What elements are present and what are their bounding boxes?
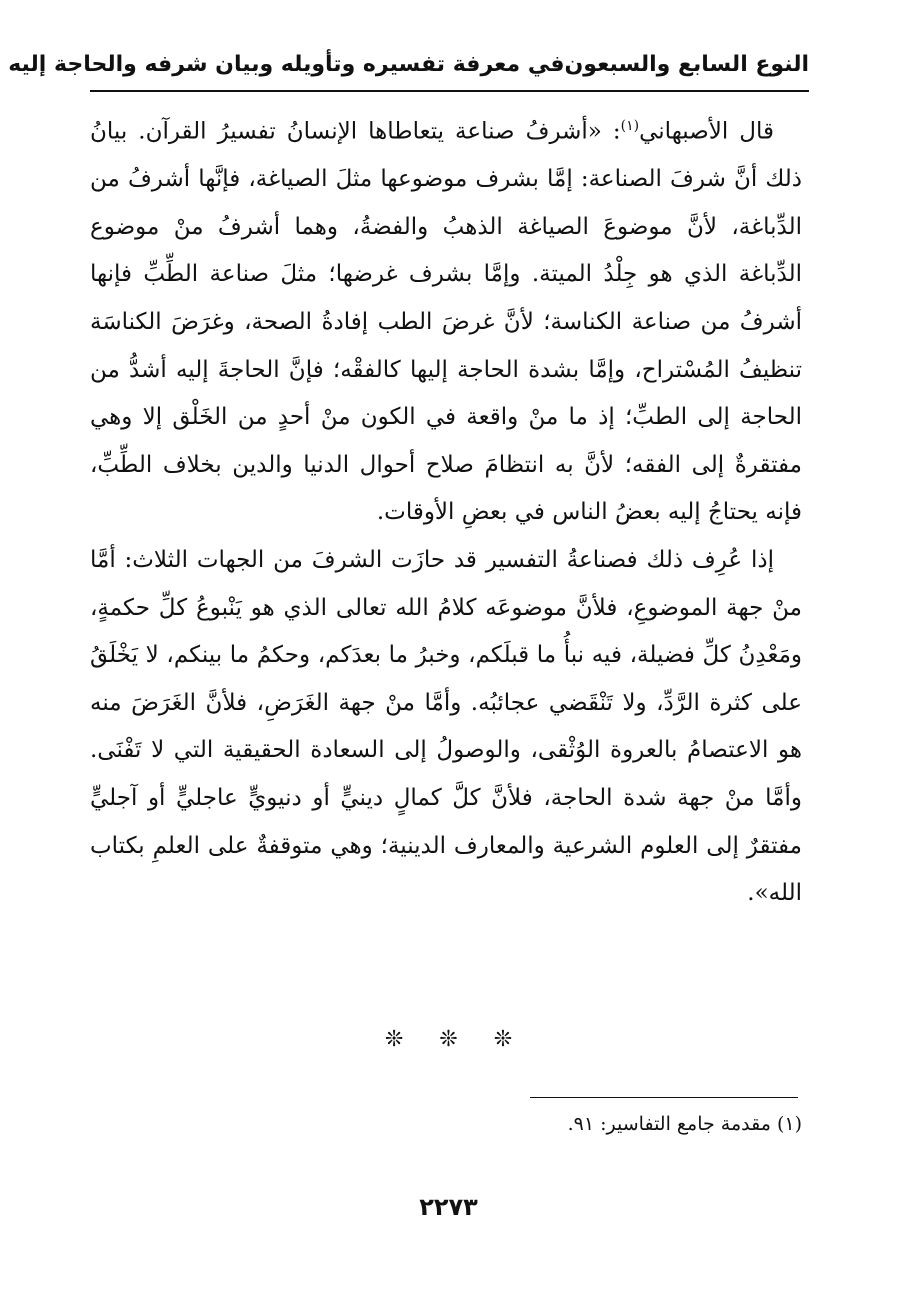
star-ornament: ❊	[384, 1027, 404, 1052]
running-header	[8, 38, 809, 92]
star-ornament: ❊	[493, 1027, 513, 1052]
header-chapter-title: النوع السابع والسبعون	[564, 51, 809, 77]
footnote: (١) مقدمة جامع التفاسير: ٩١.	[567, 1113, 802, 1135]
paragraph-2: إذا عُرِف ذلك فصناعةُ التفسير قد حازَت الشرفَ من الجهات الثلاث: أمَّا منْ جهة الموضوعِ، فلأنَّ موضوعَه كلامُ الله تعالى الذي هو يَنْبوعُ كلِّ حكمةٍ، ومَعْدِنُ كلِّ فضيلة، فيه نبأُ ما قبلَكم، وخبرُ ما بعدَكم، وحكمُ ما بينكم، لا يَخْلَقُ على كثرة الرَّدِّ، ولا تَنْقَضي عجائبُه. وأمَّا منْ جهة الغَرَضِ، فلأنَّ الغَرَضَ منه هو الاعتصامُ بالعروة الوُثْقى، والوصولُ إلى السعادة الحقيقية التي لا تَفْنَى. وأمَّا منْ جهة شدة الحاجة، فلأنَّ كلَّ كمالٍ دينيٍّ أو دنيويٍّ عاجليٍّ أو آجليٍّ مفتقرٌ إلى العلوم الشرعية والمعارف الدينية؛ وهي متوقفةٌ على العلمِ بكتاب الله».	[90, 547, 802, 907]
page-number: ٢٢٧٣	[419, 1193, 478, 1221]
footnote-separator	[530, 1097, 798, 1098]
paragraph-1	[90, 103, 802, 537]
header-section-title: في معرفة تفسيره وتأويله وبيان شرفه والحاجة إليه	[8, 51, 565, 77]
section-divider	[0, 1027, 897, 1057]
paragraph-1-text: : «أشرفُ صناعة يتعاطاها الإنسانُ تفسيرُ القرآن. بيانُ ذلك أنَّ شرفَ الصناعة: إمَّا بشرف موضوعها مثلَ الصياغة، فإنَّها أشرفُ من الدِّباغة، لأنَّ موضوعَ الصياغة الذهبُ والفضةُ، وهما أشرفُ منْ موضوع الدِّباغة الذي هو جِلْدُ الميتة. وإمَّا بشرف غرضها؛ مثلَ صناعة الطِّبِّ فإنها أشرفُ من صناعة الكناسة؛ لأنَّ غرضَ الطب إفادةُ الصحة، وغرَضَ الكناسَة تنظيفُ المُسْتراح، وإمَّا بشدة الحاجة إليها كالفقْه؛ فإنَّ الحاجةَ إليه أشدُّ من الحاجة إلى الطبِّ؛ إذ ما منْ واقعة في الكون منْ أحدٍ من الخَلْق إلا وهي مفتقرةٌ إلى الفقه؛ لأنَّ به انتظامَ صلاح أحوال الدنيا والدين بخلاف الطِّبِّ، فإنه يحتاجُ إليه بعضُ الناس في بعضِ الأوقات.	[90, 118, 802, 526]
star-ornament: ❊	[439, 1027, 458, 1052]
footnote-reference: (١)	[620, 118, 640, 134]
paragraph-1-intro: قال الأصبهاني	[639, 118, 774, 145]
main-text	[90, 103, 802, 918]
